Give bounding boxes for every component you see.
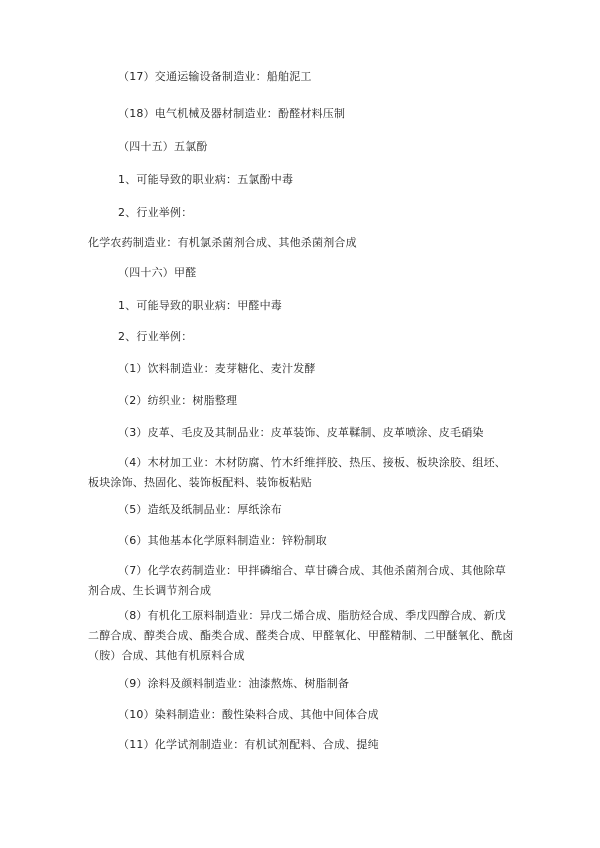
section-46-item-8: （8）有机化工原料制造业：异戊二烯合成、脂肪烃合成、季戊四醇合成、新戊二醇合成、醇类合成、酯类合成、醛类合成、甲醛氧化、甲醛精制、二甲醚氧化、酰卤（胺）合成、其他有机原料合成 — [88, 609, 514, 662]
section-45-example-pesticide: 化学农药制造业：有机氯杀菌剂合成、其他杀菌剂合成 — [88, 236, 357, 249]
section-46-disease: 1、可能导致的职业病：甲醛中毒 — [118, 299, 282, 312]
section-46-item-9: （9）涂料及颜料制造业：油漆熬炼、树脂制备 — [118, 677, 350, 690]
item-17-transport-equipment: （17）交通运输设备制造业：船舶泥工 — [118, 70, 312, 83]
section-46-item-6: （6）其他基本化学原料制造业：锌粉制取 — [118, 534, 327, 547]
section-46-item-3: （3）皮革、毛皮及其制品业：皮革装饰、皮革鞣制、皮革喷涂、皮毛硝染 — [118, 426, 484, 439]
section-46-heading: （四十六）甲醛 — [118, 266, 197, 279]
section-46-item-1: （1）饮料制造业：麦芽糖化、麦汁发酵 — [118, 362, 316, 375]
section-46-item-10: （10）染料制造业：酸性染料合成、其他中间体合成 — [118, 708, 379, 721]
section-46-item-5: （5）造纸及纸制品业：厚纸涂布 — [118, 503, 282, 516]
item-18-electrical-machinery: （18）电气机械及器材制造业：酚醛材料压制 — [118, 107, 346, 120]
section-46-examples-label: 2、行业举例： — [118, 330, 193, 343]
section-45-disease: 1、可能导致的职业病：五氯酚中毒 — [118, 173, 294, 186]
section-46-item-4: （4）木材加工业：木材防腐、竹木纤维拌胶、热压、接板、板块涂胶、组坯、板块涂饰、热固化、装饰板配料、装饰板粘贴 — [88, 456, 506, 489]
section-45-heading: （四十五）五氯酚 — [118, 140, 208, 153]
section-46-item-7: （7）化学农药制造业：甲拌磷缩合、草甘磷合成、其他杀菌剂合成、其他除草剂合成、生长调节剂合成 — [88, 564, 506, 597]
section-46-item-2: （2）纺织业：树脂整理 — [118, 394, 238, 407]
section-45-examples-label: 2、行业举例： — [118, 206, 193, 219]
section-46-item-11: （11）化学试剂制造业：有机试剂配料、合成、提纯 — [118, 738, 379, 751]
